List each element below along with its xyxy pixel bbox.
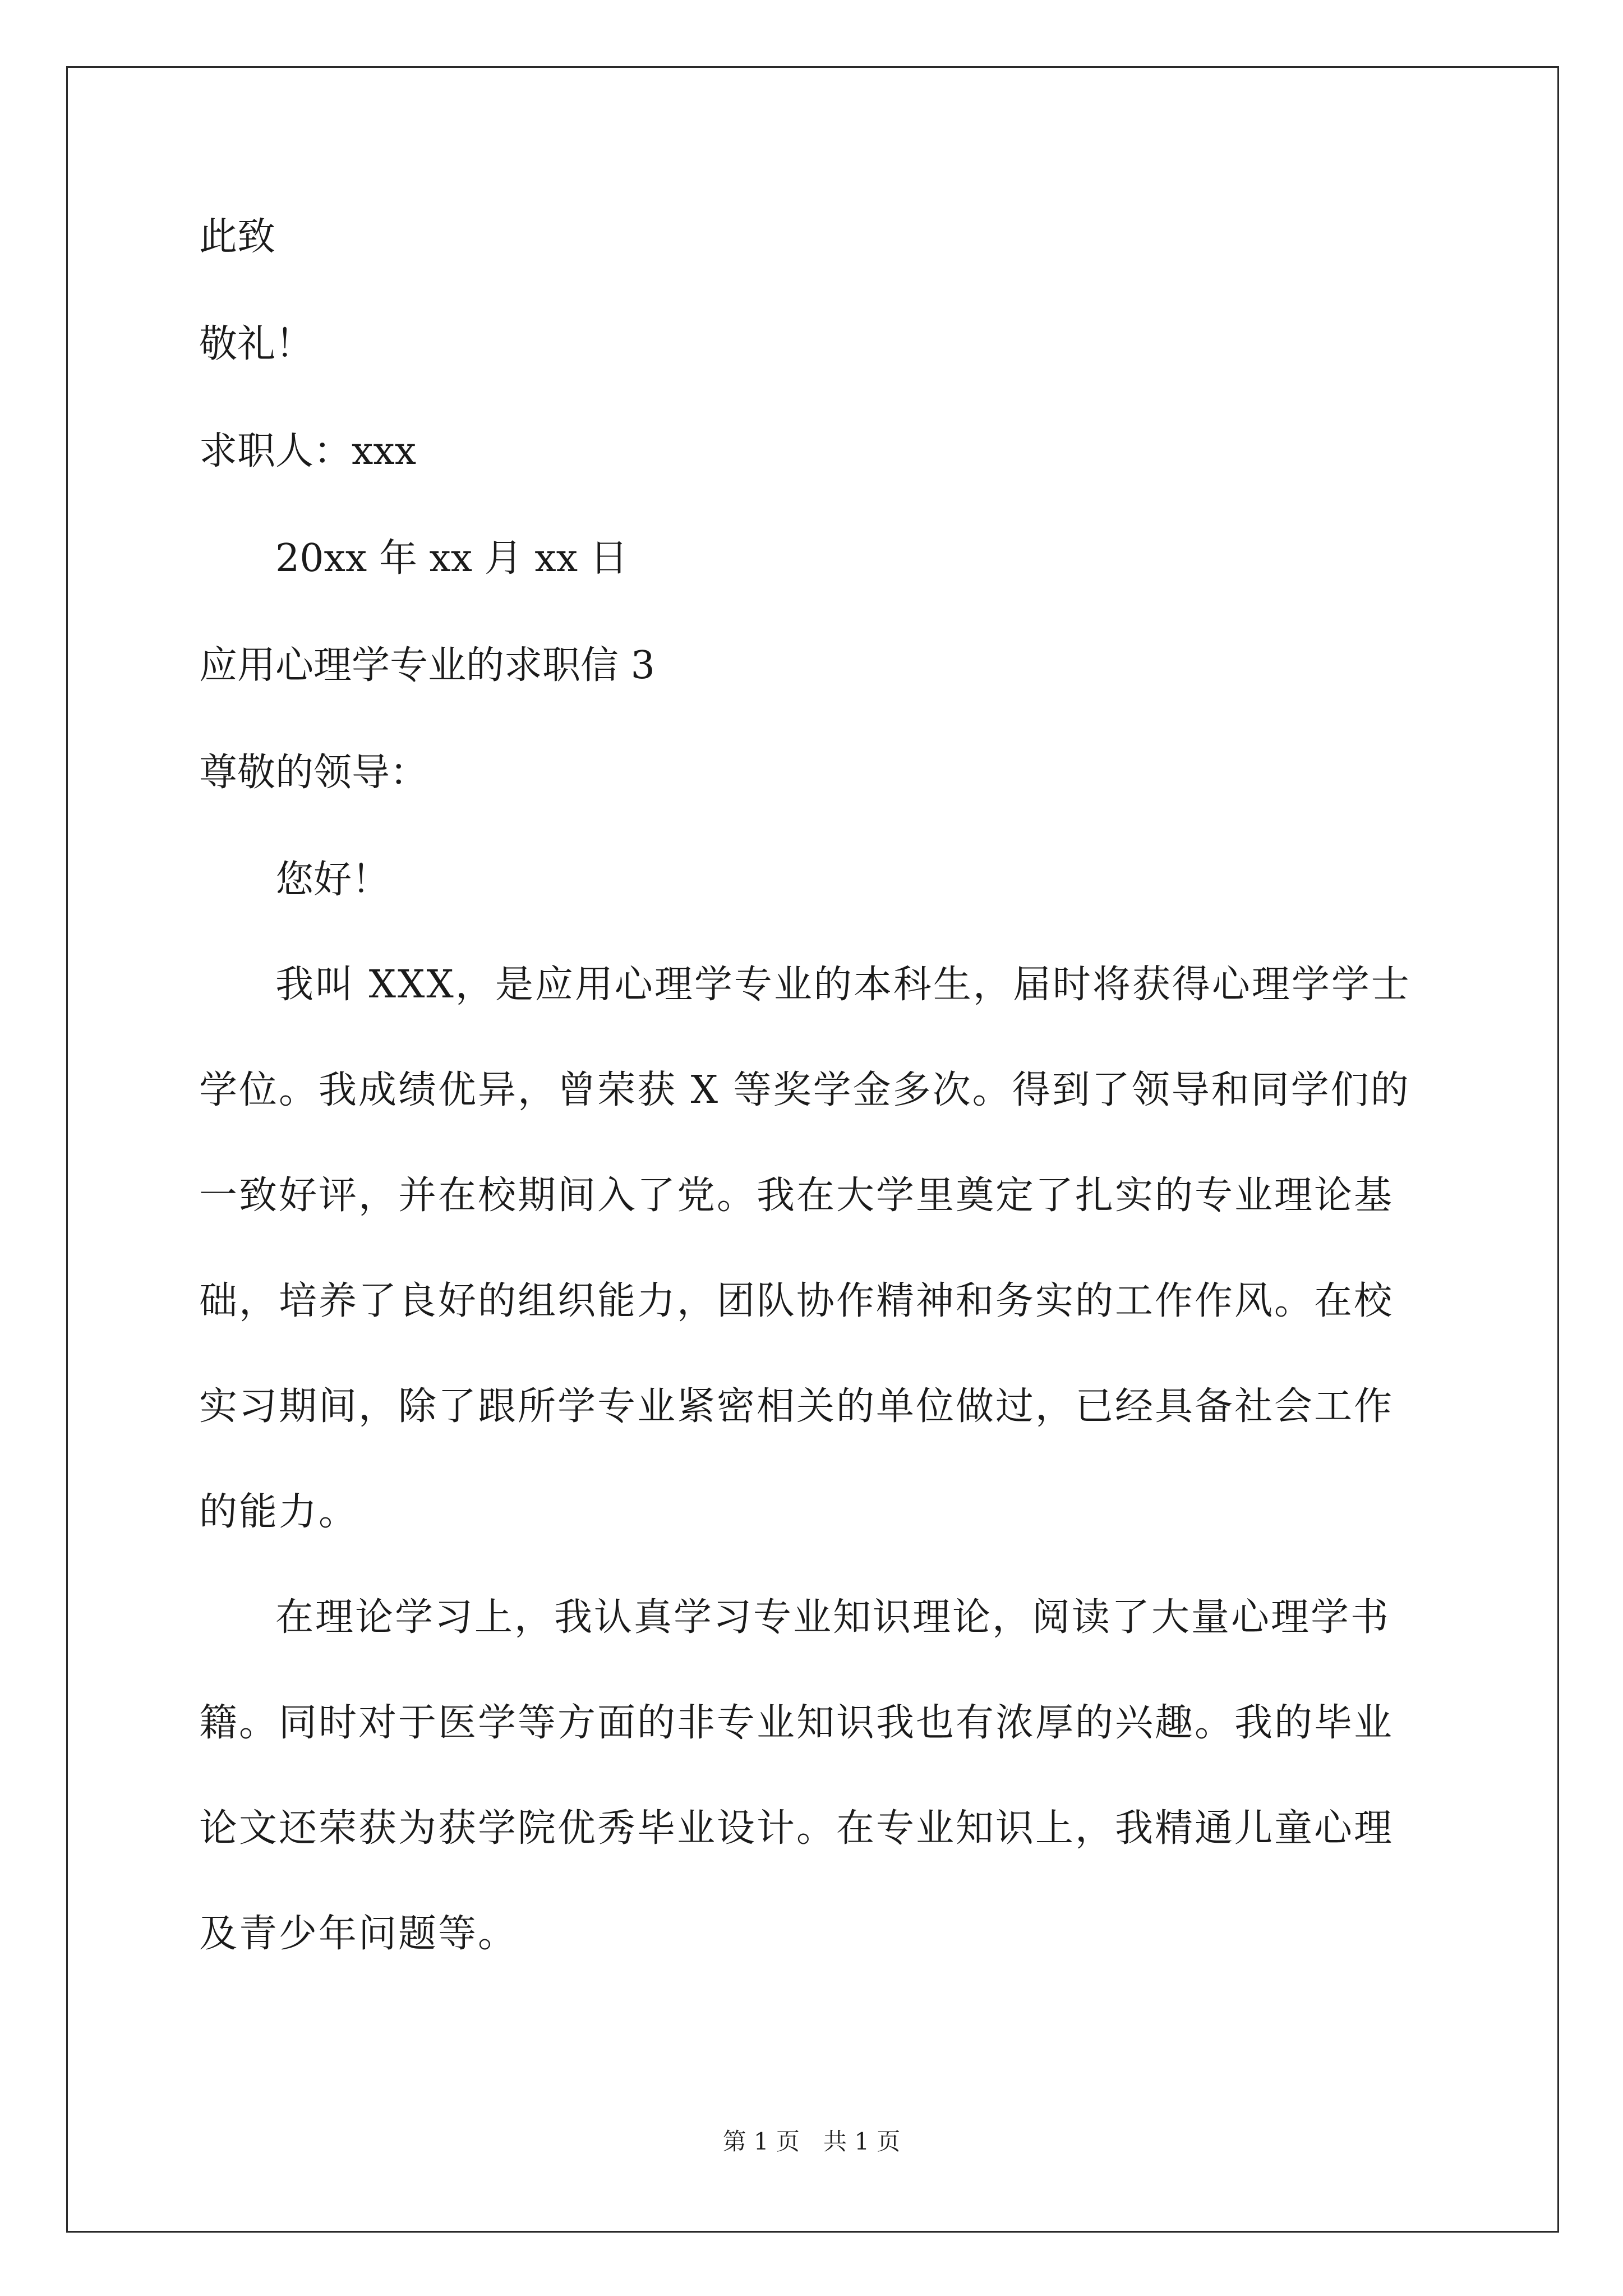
section-title: 应用心理学专业的求职信 3: [199, 643, 655, 688]
letter-date: 20xx 年 xx 月 xx 日: [275, 536, 628, 581]
paragraph-1-text: 我叫 XXX，是应用心理学专业的本科生，届时将获得心理学学士学位。我成绩优异，曾荣获 X 等奖学金多次。得到了领导和同学们的一致好评，并在校期间入了党。我在大学里奠定了扎实的专业理论基础，培养了良好的组织能力，团队协作精神和务实的工作作风。在校实习期间，除了跟所学专业紧密相关的单位做过，已经具备社会工作的能力。: [199, 963, 1411, 1534]
applicant-signature: 求职人：xxx: [199, 429, 417, 473]
paragraph-1: [199, 932, 1433, 1565]
paragraph-2-text: 在理论学习上，我认真学习专业知识理论，阅读了大量心理学书籍。同时对于医学等方面的非专业知识我也有浓厚的兴趣。我的毕业论文还荣获为获学院优秀毕业设计。在专业知识上，我精通儿童心理及青少年问题等。: [199, 1595, 1394, 1956]
paragraph-2: [199, 1565, 1433, 1987]
closing-line-1: 此致: [199, 215, 276, 259]
closing-line-2: 敬礼！: [199, 322, 314, 366]
greeting: 您好！: [275, 858, 390, 902]
salutation: 尊敬的领导：: [199, 751, 428, 795]
page-footer: 第 1 页 共 1 页: [722, 2128, 901, 2155]
letter-body: [199, 213, 1433, 1987]
